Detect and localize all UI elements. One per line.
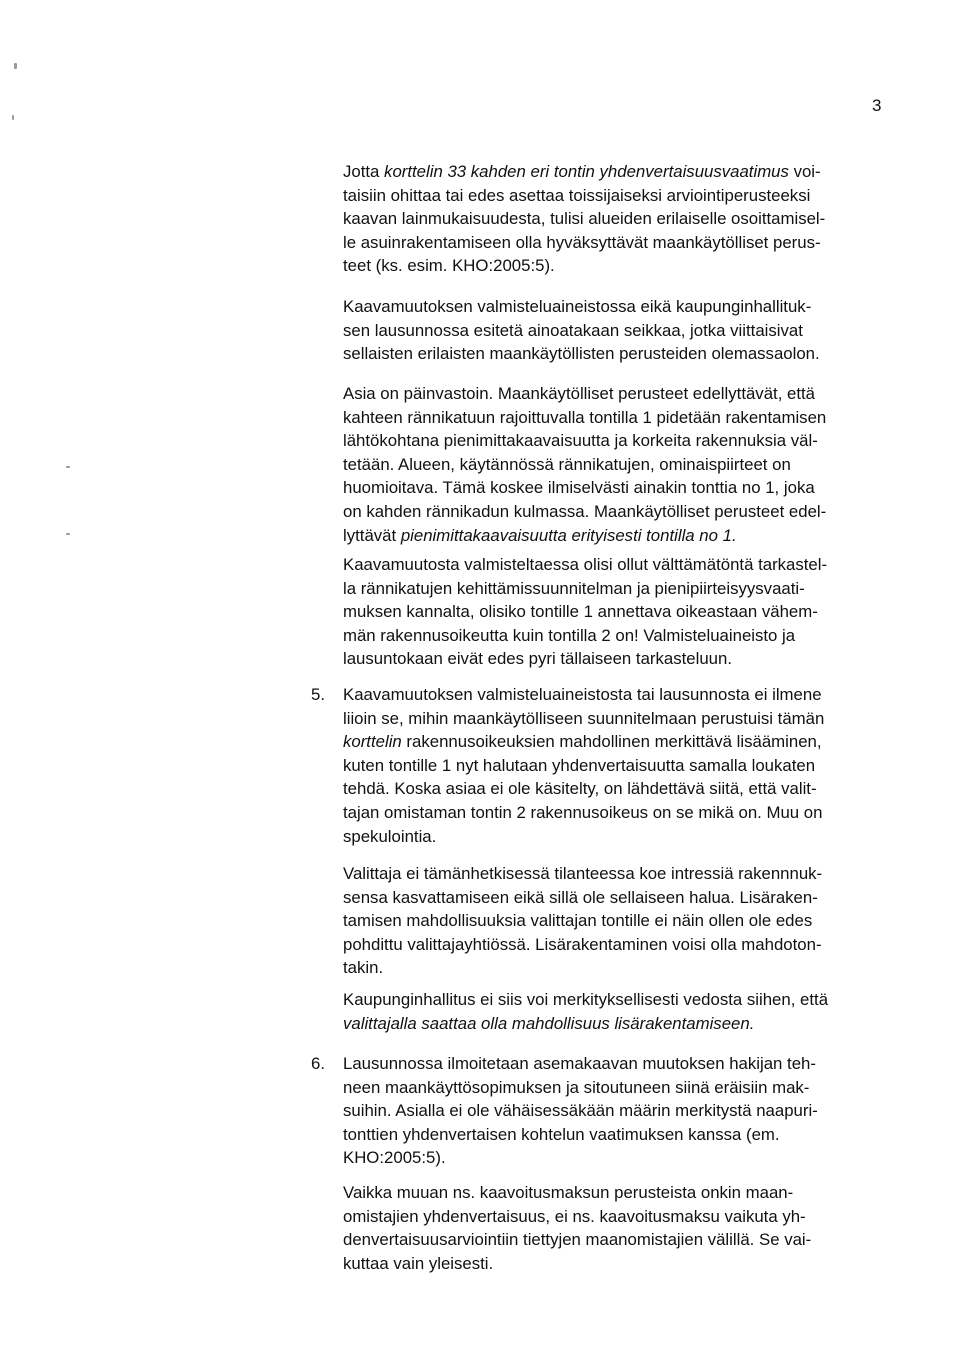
text-line — [343, 319, 903, 343]
section-number-5: 5. — [311, 685, 325, 704]
text-line — [343, 254, 903, 278]
text-line — [343, 184, 903, 208]
text-run: lausuntokaan eivät edes pyri tällaiseen tarkasteluun. — [343, 649, 733, 669]
text-line — [343, 1146, 903, 1170]
text-line — [343, 406, 903, 430]
text-line — [343, 1181, 903, 1205]
text-line — [343, 683, 903, 707]
text-run: kaavan lainmukaisuudesta, tulisi alueiden erilaiselle osoittamisel- — [343, 209, 826, 229]
text-line — [343, 1052, 903, 1076]
text-run: tajan omistaman tontin 2 rakennusoikeus on se mikä on. Muu on — [343, 802, 823, 822]
text-run: kuttaa vain yleisesti. — [343, 1253, 494, 1273]
emphasis-text: valittajalla saattaa olla mahdollisuus lisärakentamiseen. — [343, 1013, 755, 1033]
text-run: Kaavamuutosta valmisteltaessa olisi ollut välttämätöntä tarkastel- — [343, 555, 828, 574]
paragraph-6 — [343, 862, 903, 980]
text-run: huomioitava. Tämä koskee ilmiselvästi ainakin tonttia no 1, joka — [343, 478, 815, 498]
text-run: takin. — [343, 958, 384, 978]
text-run: suihin. Asialla ei ole vähäisessäkään määrin merkitystä naapuri- — [343, 1101, 818, 1121]
text-run: kahteen rännikatuun rajoittuvalla tontilla 1 pidetään rakentamisen — [343, 407, 827, 427]
paragraph-7 — [343, 988, 903, 1035]
text-run: pohdittu valittajayhtiössä. Lisärakentaminen voisi olla mahdoton- — [343, 934, 822, 954]
text-run: Kaupunginhallitus ei siis voi merkityksellisesti vedosta siihen, että — [343, 990, 829, 1009]
text-run: Jotta — [343, 162, 385, 181]
text-line — [343, 1252, 903, 1276]
section-number-6: 6. — [311, 1054, 325, 1073]
text-run: spekulointia. — [343, 826, 437, 846]
paragraph-4 — [343, 553, 903, 671]
text-run: on kahden rännikadun kulmassa. Maankäytölliset perusteet edel- — [343, 501, 827, 521]
text-run: voi- — [788, 162, 821, 181]
page-number: 3 — [872, 96, 882, 115]
text-run: taisiin ohittaa tai edes asettaa toissijaiseksi arviointiperusteeksi — [343, 185, 811, 205]
text-run: Valittaja ei tämänhetkisessä tilanteessa koe intressiä rakennnuk- — [343, 864, 823, 883]
text-run: lyttävät — [343, 525, 401, 545]
scan-speck — [12, 115, 14, 120]
text-run: KHO:2005:5). — [343, 1148, 446, 1168]
text-line — [343, 600, 903, 624]
text-line — [343, 1228, 903, 1252]
text-run: sensa kasvattamiseen eikä sillä ole sellaiseen halua. Lisäraken- — [343, 887, 818, 907]
text-line — [343, 1012, 903, 1036]
text-run: tamisen mahdollisuuksia valittajan tontille ei näin ollen ole edes — [343, 911, 813, 931]
text-run: kuten tontille 1 nyt halutaan yhdenvertaisuutta samalla loukaten — [343, 755, 816, 775]
emphasis-text: korttelin — [343, 732, 402, 752]
text-line — [343, 825, 903, 849]
paragraph-2 — [343, 295, 903, 366]
text-run: lähtökohtana pienimittakaavaisuutta ja korkeita rakennuksia väl- — [343, 431, 818, 451]
text-line — [343, 577, 903, 601]
paragraph-8 — [343, 1052, 903, 1170]
text-run: muksen kannalta, olisiko tontille 1 annettava oikeastaan vähem- — [343, 602, 818, 622]
text-run: Asia on päinvastoin. Maankäytölliset perusteet edellyttävät, että — [343, 384, 816, 403]
text-run: teet (ks. esim. KHO:2005:5). — [343, 256, 555, 276]
text-line — [343, 500, 903, 524]
text-line — [343, 1099, 903, 1123]
text-run: män rakennusoikeutta kuin tontilla 2 on! Valmisteluaineisto ja — [343, 625, 796, 645]
text-line — [343, 453, 903, 477]
text-line — [343, 524, 903, 548]
text-run: denvertaisuusarviointiin tiettyjen maanomistajien välillä. Se vai- — [343, 1230, 812, 1250]
emphasis-text: pienimittakaavaisuutta erityisesti tontilla no 1. — [400, 525, 737, 545]
text-line — [343, 295, 903, 319]
text-run: Lausunnossa ilmoitetaan asemakaavan muutoksen hakijan teh- — [343, 1054, 816, 1073]
text-line — [343, 429, 903, 453]
text-line — [343, 1123, 903, 1147]
text-line — [343, 207, 903, 231]
text-line — [343, 382, 903, 406]
text-run: la rännikatujen kehittämissuunnitelman ja pienipiirteisyysvaati- — [343, 578, 805, 598]
scan-speck — [14, 63, 17, 69]
text-run: sellaisten erilaisten maankäytöllisten perusteiden olemassaolon. — [343, 344, 820, 364]
scan-speck — [66, 533, 70, 535]
text-run: tonttien yhdenvertaisen kohtelun vaatimuksen kanssa (em. — [343, 1124, 780, 1144]
text-line — [343, 1076, 903, 1100]
text-run: tehdä. Koska asiaa ei ole käsitelty, on lähdettävä siitä, että valit- — [343, 779, 817, 799]
text-run: omistajien yhdenvertaisuus, ei ns. kaavoitusmaksu vaikuta yh- — [343, 1206, 806, 1226]
text-line — [343, 956, 903, 980]
text-line — [343, 624, 903, 648]
text-line — [343, 342, 903, 366]
text-line — [343, 777, 903, 801]
text-line — [343, 476, 903, 500]
text-run: Vaikka muuan ns. kaavoitusmaksun perusteista onkin maan- — [343, 1183, 794, 1202]
paragraph-1 — [343, 160, 903, 278]
text-line — [343, 862, 903, 886]
text-line — [343, 801, 903, 825]
text-run: liioin se, mihin maankäytölliseen suunnitelmaan perustuisi tämän — [343, 708, 825, 728]
text-line — [343, 647, 903, 671]
text-line — [343, 909, 903, 933]
text-line — [343, 160, 903, 184]
text-run: sen lausunnossa esitetä ainoatakaan seikkaa, jotka viittaisivat — [343, 320, 803, 340]
paragraph-3 — [343, 382, 903, 547]
text-line — [343, 754, 903, 778]
text-run: Kaavamuutoksen valmisteluaineistossa eikä kaupunginhallituk- — [343, 297, 812, 316]
text-line — [343, 231, 903, 255]
text-line — [343, 730, 903, 754]
text-line — [343, 933, 903, 957]
text-run: Kaavamuutoksen valmisteluaineistosta tai lausunnosta ei ilmene — [343, 685, 822, 704]
text-line — [343, 553, 903, 577]
text-line — [343, 988, 903, 1012]
emphasis-text: korttelin 33 kahden eri tontin yhdenvertaisuusvaatimus — [384, 162, 789, 181]
paragraph-5 — [343, 683, 903, 848]
scan-speck — [66, 466, 70, 468]
text-run: tetään. Alueen, käytännössä rännikatujen, ominaispiirteet on — [343, 454, 791, 474]
text-line — [343, 1205, 903, 1229]
text-run: rakennusoikeuksien mahdollinen merkittävä lisääminen, — [401, 732, 822, 752]
paragraph-9 — [343, 1181, 903, 1275]
text-run: le asuinrakentamiseen olla hyväksyttävät maankäytölliset perus- — [343, 232, 821, 252]
text-line — [343, 886, 903, 910]
text-run: neen maankäyttösopimuksen ja sitoutuneen siinä eräisiin mak- — [343, 1077, 810, 1097]
text-line — [343, 707, 903, 731]
